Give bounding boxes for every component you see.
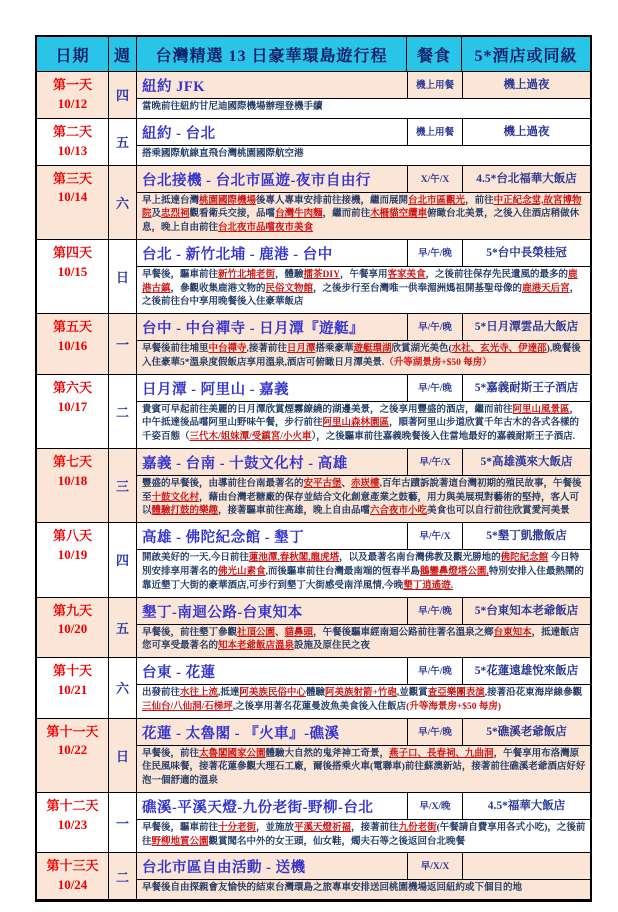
description-text: ,並觀賞 — [396, 688, 428, 699]
day-date: 10/15 — [57, 263, 88, 279]
highlighted-attraction: 日月潭 — [286, 344, 316, 355]
day-date-cell — [37, 240, 109, 313]
hotel-name: 機上過夜 — [462, 72, 590, 98]
highlighted-attraction: 安平古堡 — [303, 478, 342, 489]
hotel-name: 5*墾丁凱撒飯店 — [462, 523, 590, 549]
highlighted-attraction: 燕子口、長春祠、九曲洞 — [389, 748, 494, 759]
day-title-row — [137, 658, 590, 685]
day-title: 台中 - 中台禪寺 - 日月潭『遊艇』 — [142, 321, 365, 338]
weekday-label: 二 — [109, 853, 137, 899]
day-label: 第八天 — [52, 528, 92, 544]
day-date: 10/14 — [57, 189, 88, 205]
day-label: 第一天 — [52, 77, 92, 92]
weekday-label: 三 — [109, 449, 137, 522]
highlighted-attraction: 墾丁逍遙遊. — [403, 580, 454, 591]
description-text: ,抵達 — [218, 688, 240, 699]
itinerary-day-row — [37, 598, 590, 659]
description-text: ，午餐後驅車經南迴公路前往著名溫泉之鄉 — [313, 627, 494, 638]
highlighted-attraction: 台北夜市品嚐夜市美食 — [218, 223, 314, 234]
highlighted-attraction: 知本老爺飯店溫泉 — [218, 641, 295, 652]
itinerary-day-row — [37, 793, 590, 854]
table-body — [37, 72, 590, 900]
description-text: ，之後步行至台灣唯一供奉湄洲媽祖開基聖母像的 — [313, 283, 523, 294]
hotel-name: 5*台東知本老爺飯店 — [462, 598, 590, 624]
meal-plan: 早/午/晚 — [407, 240, 462, 266]
day-title-row — [137, 449, 590, 476]
description-text: ,接著前往 — [246, 344, 287, 355]
day-title: 墾丁-南迴公路-台東知本 — [142, 604, 303, 621]
description-text: ，前往 — [465, 195, 494, 206]
day-label: 第六天 — [52, 379, 92, 395]
day-label: 第四天 — [52, 244, 92, 260]
day-title: 嘉義 - 台南 - 十鼓文化村 - 高雄 — [142, 455, 348, 472]
description-text: ，繼而前往 — [322, 209, 371, 220]
day-description — [137, 341, 590, 374]
day-title-row — [137, 72, 590, 99]
description-text: ,而後驅車前往台灣最南端的恆春半島 — [265, 567, 420, 578]
day-title-row — [137, 719, 590, 746]
day-title: 台北市區自由活動 - 送機 — [142, 860, 306, 877]
weekday-label: 二 — [109, 375, 137, 448]
day-label: 第三天 — [52, 170, 92, 186]
meal-plan: 早/午/晚 — [407, 719, 462, 745]
day-description — [137, 193, 590, 239]
description-text: (午餐請自費享用各式小吃)，之後前往 — [142, 822, 586, 847]
description-text: ，之後前往台中享用晚餐後入住豪華飯店 — [142, 283, 580, 308]
day-title: 紐約 - 台北 — [142, 125, 216, 142]
highlighted-attraction: 貓鼻頭 — [284, 627, 314, 638]
weekday-label: 六 — [109, 166, 137, 239]
description-text: 後專人專車安排前往接機，繼而展開 — [256, 195, 409, 206]
description-text: ，午餐享用 — [339, 269, 388, 280]
highlighted-attraction: 阿里山森林園區 — [322, 418, 390, 429]
weekday-label: 五 — [109, 119, 137, 165]
day-date-cell — [37, 793, 109, 853]
day-main-column — [137, 72, 590, 118]
description-text: 搭乘國際航線直飛台灣桃園國際航空港 — [142, 148, 304, 159]
day-date-cell — [37, 719, 109, 792]
day-description — [137, 746, 590, 792]
description-text: ，接著前往 — [351, 822, 399, 833]
highlighted-attraction: 鹿港古鎮 — [142, 269, 578, 294]
meal-plan: 機上用餐 — [407, 119, 462, 145]
description-text: 出發前往 — [142, 688, 181, 699]
highlighted-attraction: 桃園國際機場 — [199, 195, 257, 206]
hotel-name: 5*嘉義耐斯王子酒店 — [462, 375, 590, 401]
highlighted-attraction: 水社、玄光寺、伊達邵 — [451, 344, 547, 355]
day-date: 10/17 — [57, 398, 88, 414]
day-main-column — [137, 240, 590, 313]
highlighted-attraction: 佛光山素食 — [218, 567, 266, 578]
description-text: 體驗 — [305, 688, 325, 699]
day-title: 台北接機 - 台北市區遊-夜市自由行 — [142, 172, 371, 189]
hotel-name: 機上過夜 — [462, 119, 590, 145]
table-header-row — [37, 37, 590, 72]
description-text: 早餐後，驅車前往 — [142, 822, 219, 833]
highlighted-attraction: 鹿港天后宮 — [522, 283, 570, 294]
meal-plan: 早/午/晚 — [407, 375, 462, 401]
day-date: 10/20 — [57, 621, 88, 637]
description-text: ，參觀收集鹿港文物的 — [170, 283, 266, 294]
description-text: ,接著沿花東海岸線參觀 — [484, 688, 583, 699]
day-main-column — [137, 793, 590, 853]
day-date-cell — [37, 523, 109, 596]
day-label: 第十三天 — [46, 858, 99, 874]
weekday-label: 五 — [109, 598, 137, 658]
hotel-name: 5*日月潭雲品大飯店 — [462, 314, 590, 340]
description-text: ，抵達飯店您可享受最著名的 — [142, 627, 580, 652]
highlighted-attraction: 野柳地質公園 — [151, 836, 209, 847]
day-description — [137, 402, 590, 448]
highlighted-attraction: 鵝鑾鼻燈塔公園, — [419, 567, 489, 578]
day-title-row — [137, 240, 590, 267]
weekday-label: 四 — [109, 523, 137, 596]
description-text: 、 — [341, 478, 352, 489]
day-label: 第十一天 — [46, 723, 99, 739]
day-title: 礁溪-平溪天燈-九份老街-野柳-台北 — [142, 799, 374, 816]
day-date-cell — [37, 119, 109, 165]
description-text: 早上抵達台灣 — [142, 195, 200, 206]
highlighted-attraction: 太魯閣國家公園 — [199, 748, 266, 759]
highlighted-attraction: 平溪天燈祈福 — [294, 822, 352, 833]
description-text: 早餐後，驅車前往 — [142, 269, 219, 280]
day-date-cell — [37, 449, 109, 522]
hotel-name: 5*花蓮遠雄悅來飯店 — [462, 658, 590, 684]
highlighted-attraction: 三仙台/八仙洞/石梯坪 — [142, 701, 233, 712]
meal-plan: X/午/X — [407, 166, 462, 192]
day-label: 第十二天 — [46, 797, 99, 813]
day-main-column — [137, 658, 590, 718]
highlighted-attraction: 新竹北埔老街 — [218, 269, 276, 280]
highlighted-attraction: 社頂公園 — [237, 627, 276, 638]
hotel-name: 5*礁溪老爺飯店 — [462, 719, 590, 745]
day-main-column — [137, 523, 590, 596]
highlighted-attraction: 水往上流 — [180, 688, 219, 699]
description-text: 早餐後，前往墾丁參觀 — [142, 627, 238, 638]
highlighted-attraction: 擂茶DIY — [303, 269, 340, 280]
day-main-column — [137, 166, 590, 239]
description-text: 貴賓可早起前往美麗的日月潭欣賞煙霧繚繞的湖邊美景，之後享用豐盛的酒店，繼而前往 — [142, 404, 513, 415]
description-text: ，體驗 — [275, 269, 304, 280]
day-main-column — [137, 853, 590, 899]
day-description — [137, 476, 590, 522]
day-main-column — [137, 719, 590, 792]
weekday-label: 六 — [109, 658, 137, 718]
day-date: 10/18 — [57, 472, 88, 488]
day-title-row — [137, 166, 590, 193]
day-description — [137, 99, 590, 118]
day-label: 第二天 — [52, 123, 92, 139]
itinerary-day-row — [37, 658, 590, 719]
meal-plan: 早/午/X — [407, 523, 462, 549]
highlighted-attraction: 中台禪寺 — [208, 344, 247, 355]
meal-plan: 機上用餐 — [407, 72, 462, 98]
day-date-cell — [37, 853, 109, 899]
day-title-row — [137, 793, 590, 820]
hotel-name: 4.5*台北福華大飯店 — [462, 166, 590, 192]
day-main-column — [137, 314, 590, 374]
day-date-cell — [37, 598, 109, 658]
description-text: 體驗大自然的鬼斧神工奇景， — [265, 748, 390, 759]
highlighted-attraction: 忠烈祠 — [161, 209, 190, 220]
highlighted-attraction: 蓮池潭,春秋閣,龍虎塔 — [248, 553, 340, 564]
day-title: 花蓮 - 太魯閣 - 『火車』-礁溪 — [142, 725, 340, 742]
day-date-cell — [37, 72, 109, 118]
day-description — [137, 550, 590, 596]
highlighted-attraction: 阿美族射箭+竹砲 — [324, 688, 397, 699]
day-description — [137, 880, 590, 899]
description-text: 特別安排入住最熱鬧的靠近墾丁大街的豪華酒店,可步行到墾丁大街感受南洋風情,今晚 — [142, 567, 584, 591]
description-text: 觀賞聞名中外的女王頭，仙女鞋，燭夫石等之後返回台北晚餐 — [208, 836, 466, 847]
description-text: ，接著驅車前往高雄，晚上自由品嚐 — [218, 506, 371, 517]
itinerary-day-row — [37, 375, 590, 449]
description-text: 、 — [275, 627, 285, 638]
description-text: 早餐後自由探親會友愉快的結束台灣環島之旅專車安排送回桃園機場返回紐約或下個目的地 — [142, 883, 523, 894]
weekday-label: 日 — [109, 719, 137, 792]
description-text: ，中午抵達後品嚐阿里山野味午餐，步行前往 — [142, 404, 580, 429]
highlighted-attraction: 中正紀念堂,故宮博物院 — [142, 195, 582, 220]
description-text: 觀看衛兵交接，品嚐 — [189, 209, 276, 220]
day-main-column — [137, 598, 590, 658]
highlighted-attraction: 三代木/姐妹潭/受鎮宮/小火車 — [189, 432, 312, 443]
itinerary-table — [35, 35, 592, 902]
day-description — [137, 146, 590, 165]
day-title-row — [137, 523, 590, 550]
highlighted-attraction: 查亞樂團表演 — [427, 688, 485, 699]
day-date-cell — [37, 314, 109, 374]
day-main-column — [137, 119, 590, 165]
description-text: 豐盛的早餐後，由導前往台南最著名的 — [142, 478, 304, 489]
meal-plan: 早/午/晚 — [407, 598, 462, 624]
itinerary-day-row — [37, 853, 590, 900]
header-meal: 餐食 — [407, 37, 462, 71]
weekday-label: 日 — [109, 240, 137, 313]
header-date: 日期 — [37, 37, 109, 71]
highlighted-attraction: （升等湖景房+$50 每房） — [384, 357, 492, 368]
description-text: ，並施放 — [256, 822, 295, 833]
description-text: 早餐後前往埔里 — [142, 344, 209, 355]
day-date-cell — [37, 375, 109, 448]
description-text: ，之後前往保存先民遺風的最多的 — [425, 269, 569, 280]
description-text: 早餐後，前往 — [142, 748, 200, 759]
day-date: 10/22 — [57, 742, 88, 758]
day-label: 第十天 — [52, 663, 92, 679]
itinerary-day-row — [37, 314, 590, 375]
highlighted-attraction: 台北市區觀光 — [408, 195, 466, 206]
highlighted-attraction: 遊艇環湖 — [353, 344, 392, 355]
itinerary-day-row — [37, 72, 590, 119]
highlighted-attraction: 台東知本 — [493, 627, 532, 638]
highlighted-attraction: 九份老街 — [398, 822, 437, 833]
description-text: 及 — [151, 209, 162, 220]
description-text: 今日特別安排享用著名的 — [142, 553, 580, 578]
highlighted-attraction: 民俗文物館 — [265, 283, 314, 294]
day-date: 10/13 — [57, 142, 88, 158]
hotel-name: 5*台中長榮桂冠 — [462, 240, 590, 266]
day-date: 10/16 — [57, 337, 88, 353]
day-description — [137, 625, 590, 658]
day-title: 高雄 - 佛陀紀念館 - 墾丁 — [142, 530, 305, 547]
day-main-column — [137, 449, 590, 522]
day-description — [137, 685, 590, 718]
header-hotel: 5*酒店或同級 — [474, 48, 578, 65]
description-text: 當晚前往紐約甘尼迪國際機場辦理登機手續 — [142, 102, 323, 112]
day-description — [137, 267, 590, 313]
highlighted-attraction: 阿里山風景區 — [512, 404, 570, 415]
description-text: ,之後享用著名花蓮曼波魚美食後入住飯店 — [232, 701, 407, 712]
description-text: 開啟美好的一天,今日前往 — [142, 553, 249, 564]
hotel-name: 5*高雄漢來大飯店 — [462, 449, 590, 475]
description-text: ,百年古蹟訴說著這台灣初期的殖民故事，午餐後至 — [142, 478, 582, 503]
highlighted-attraction: 十分老街 — [218, 822, 257, 833]
highlighted-attraction: (升等海景房+$50 每房) — [406, 701, 502, 712]
day-label: 第五天 — [52, 319, 92, 335]
header-week: 週 — [109, 37, 137, 71]
day-title: 紐約 JFK — [142, 79, 206, 95]
highlighted-attraction: 赤崁樓 — [351, 478, 380, 489]
description-text: ），之後驅車前往嘉義晚餐後入住當地最好的嘉義耐斯王子酒店. — [311, 432, 576, 443]
hotel-name: 4.5*福華大飯店 — [462, 793, 590, 819]
itinerary-day-row — [37, 449, 590, 523]
day-title: 日月潭 - 阿里山 - 嘉義 — [142, 381, 290, 398]
highlighted-attraction: 台灣牛肉麵 — [275, 209, 323, 220]
day-date: 10/23 — [57, 816, 88, 832]
description-text: 美食也可以自行前往欣賞愛河美景 — [427, 506, 570, 517]
day-description — [137, 820, 590, 853]
hotel-name — [462, 853, 590, 879]
day-title-row — [137, 598, 590, 625]
meal-plan: 早/X/晚 — [407, 793, 462, 819]
description-text: ),晚餐後入住豪華5*溫泉度假飯店享用溫泉,酒店可俯瞰日月潭美景. — [142, 344, 581, 368]
description-text: ，以及最著名南台灣佛教及觀光勝地的 — [339, 553, 501, 564]
weekday-label: 一 — [109, 793, 137, 853]
meal-plan: 早/X/X — [407, 853, 462, 879]
meal-plan: 早/午/晚 — [407, 658, 462, 684]
description-text: 設施及原住民之夜 — [294, 641, 371, 652]
highlighted-attraction: 木柵貓空纜車 — [370, 209, 428, 220]
itinerary-day-row — [37, 119, 590, 166]
highlighted-attraction: 體驗打鼓的樂趣 — [151, 506, 219, 517]
day-date-cell — [37, 658, 109, 718]
itinerary-day-row — [37, 240, 590, 314]
day-label: 第七天 — [52, 453, 92, 469]
day-date-cell — [37, 166, 109, 239]
description-text: 搭乘豪華 — [315, 344, 354, 355]
meal-plan: 早/午/X — [407, 449, 462, 475]
description-text: ，順著阿里山步道欣賞千年古木的各式各樣的千姿百態（ — [142, 418, 580, 443]
itinerary-day-row — [37, 719, 590, 793]
description-text: ，午餐享用布洛灣原住民風味餐，接著花蓮參觀大理石工廠，爾後搭乘火車(電聯車)前往蘇澳新站，接著前往礁溪老爺酒店好好泡一個舒適的溫泉 — [142, 748, 586, 787]
day-title: 台東 - 花蓮 — [142, 665, 216, 682]
description-text: ，藉由台灣老糖廠的保存並結合文化創意產業之鼓藝，用力與美展現對藝術的堅持，客人可以 — [142, 492, 580, 517]
day-date: 10/21 — [57, 681, 88, 697]
highlighted-attraction: 客家美食 — [387, 269, 426, 280]
day-label: 第九天 — [52, 602, 92, 618]
highlighted-attraction: 十鼓文化村 — [151, 492, 200, 503]
header-title: 台灣精選 13 日豪華環島遊行程 — [137, 37, 407, 71]
itinerary-day-row — [37, 523, 590, 597]
description-text: 俯瞰台北美景，之後入住酒店稍做休息，晚上自由前往 — [142, 209, 580, 234]
day-title-row — [137, 853, 590, 880]
weekday-label: 一 — [109, 314, 137, 374]
day-title-row — [137, 119, 590, 146]
weekday-label: 四 — [109, 72, 137, 118]
day-main-column — [137, 375, 590, 448]
description-text: 欣賞湖光美色( — [391, 344, 452, 355]
day-date: 10/24 — [57, 877, 88, 893]
highlighted-attraction: 六合夜市小吃 — [370, 506, 428, 517]
day-title-row — [137, 314, 590, 341]
day-title: 台北 - 新竹北埔 - 鹿港 - 台中 — [142, 246, 333, 263]
day-date: 10/19 — [57, 547, 88, 563]
highlighted-attraction: 佛陀紀念館 — [500, 553, 549, 564]
meal-plan: 早/午/晚 — [407, 314, 462, 340]
highlighted-attraction: 阿美族民俗中心 — [239, 688, 306, 699]
day-title-row — [137, 375, 590, 402]
itinerary-day-row — [37, 166, 590, 240]
day-date: 10/12 — [57, 95, 88, 111]
